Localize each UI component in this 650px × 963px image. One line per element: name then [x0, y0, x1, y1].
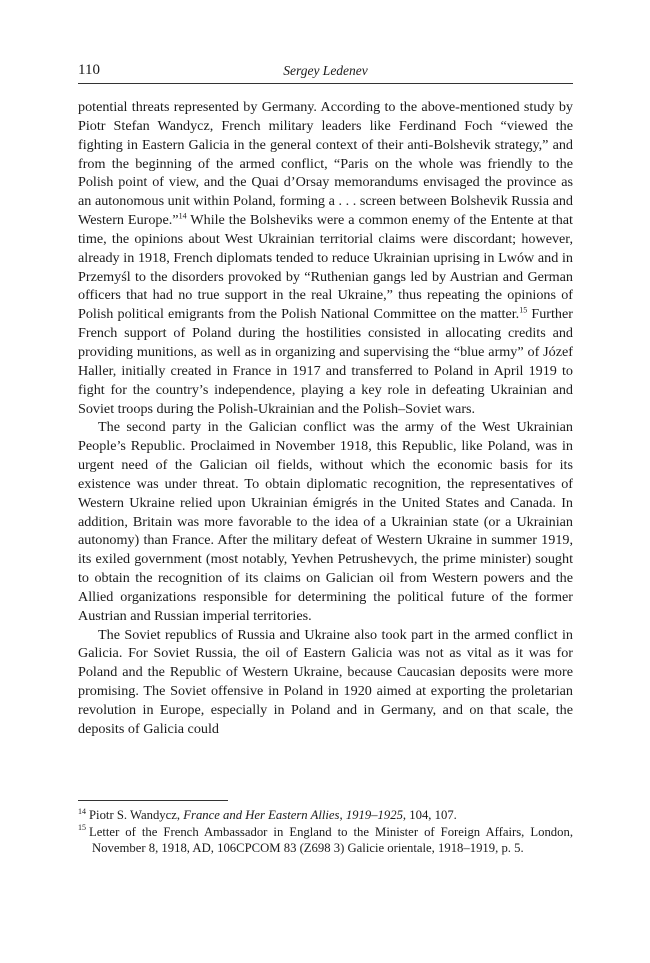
footnote-rule [78, 800, 228, 801]
paragraph-1-part-b: While the Bolsheviks were a common enemy of the Entente at that time, the opinions about West Ukrainian territorial claims were discordant; however, already in 1918, French diplomats tended to reduce Ukrainian uprising in Lwów and in Przemyśl to the disorders provoked by “Ruthenian gangs led by Austrian and German officers that had no true support in the real Ukraine,” thus repeating the opinions of Polish political emigrants from the Polish National Committee on the matter. [78, 212, 573, 323]
footnote-14 [78, 807, 573, 824]
footnotes [78, 807, 573, 857]
running-head: Sergey Ledenev [283, 63, 368, 78]
footnote-ref-15[interactable]: 15 [519, 305, 528, 315]
footnote-pages: , 104, 107. [402, 808, 457, 822]
body-text [78, 98, 573, 739]
footnote-15 [78, 824, 573, 857]
paragraph-1-part-c: Further French support of Poland during the hostilities consisted in allocating credits and providing munitions, as well as in organizing and supervising the “blue army” of Józef Haller, initially created in France in 1917 and transferred to Poland in April 1919 to fight for the country’s independence, playing a key role in defeating Ukrainian and Soviet troops during the Polish-Ukrainian and the Polish–Soviet wars. [78, 306, 573, 417]
paragraph-2: The second party in the Galician conflict was the army of the West Ukrainian People’s Republic. Proclaimed in November 1918, this Republic, like Poland, was in urgent need of the Galician oil fields, without which the economic basis for its existence was under threat. To obtain diplomatic recognition, the representatives of Western Ukraine relied upon Ukrainian émigrés in the United States and Canada. In addition, Britain was more favorable to the idea of a Ukrainian state (or a Ukrainian autonomy) than France. After the military defeat of Western Ukraine in summer 1919, its exiled government (most notably, Yevhen Petrushevych, the prime minister) sought to obtain the recognition of its claims on Galician oil from Western powers and the Allied organizations responsible for determining the political future of the former Austrian and Russian imperial territories. [78, 419, 573, 624]
footnote-number: 14 [78, 806, 86, 816]
header-rule [78, 83, 573, 84]
footnote-text: Letter of the French Ambassador in England to the Minister of Foreign Affairs, London, November 8, 1918, AD, 106CPCOM 83 (Z698 3) Galicie orientale, 1918–1919, p. 5. [89, 824, 573, 856]
paragraph-1-part-a: potential threats represented by Germany. According to the above-mentioned study by Piotr Stefan Wandycz, French military leaders like Ferdinand Foch “viewed the fighting in Eastern Galicia in the general context of their anti-Bolshevik strategy,” and from the beginning of the armed conflict, “Paris on the whole was friendly to the Polish point of view, and the Quai d’Orsay memorandums envisaged the province as an autonomous unit within Poland, forming a . . . screen between Bolshevik Russia and Western Europe.” [78, 99, 573, 229]
footnote-author: Piotr S. Wandycz, [89, 808, 184, 822]
footnote-ref-14[interactable]: 14 [178, 211, 187, 221]
paragraph-1 [78, 98, 573, 418]
page-header [78, 62, 573, 82]
footnote-book-title: France and Her Eastern Allies, 1919–1925 [183, 808, 403, 822]
page-number: 110 [78, 62, 100, 78]
footnote-number: 15 [78, 823, 86, 833]
paragraph-3: The Soviet republics of Russia and Ukraine also took part in the armed conflict in Galicia. For Soviet Russia, the oil of Eastern Galicia was not as vital as it was for Poland and the Republic of Western Ukraine, because Caucasian deposits were more promising. The Soviet offensive in Poland in 1920 aimed at exporting the proletarian revolution in Europe, especially in Poland and in Germany, and on that scale, the deposits of Galicia could [78, 626, 573, 737]
